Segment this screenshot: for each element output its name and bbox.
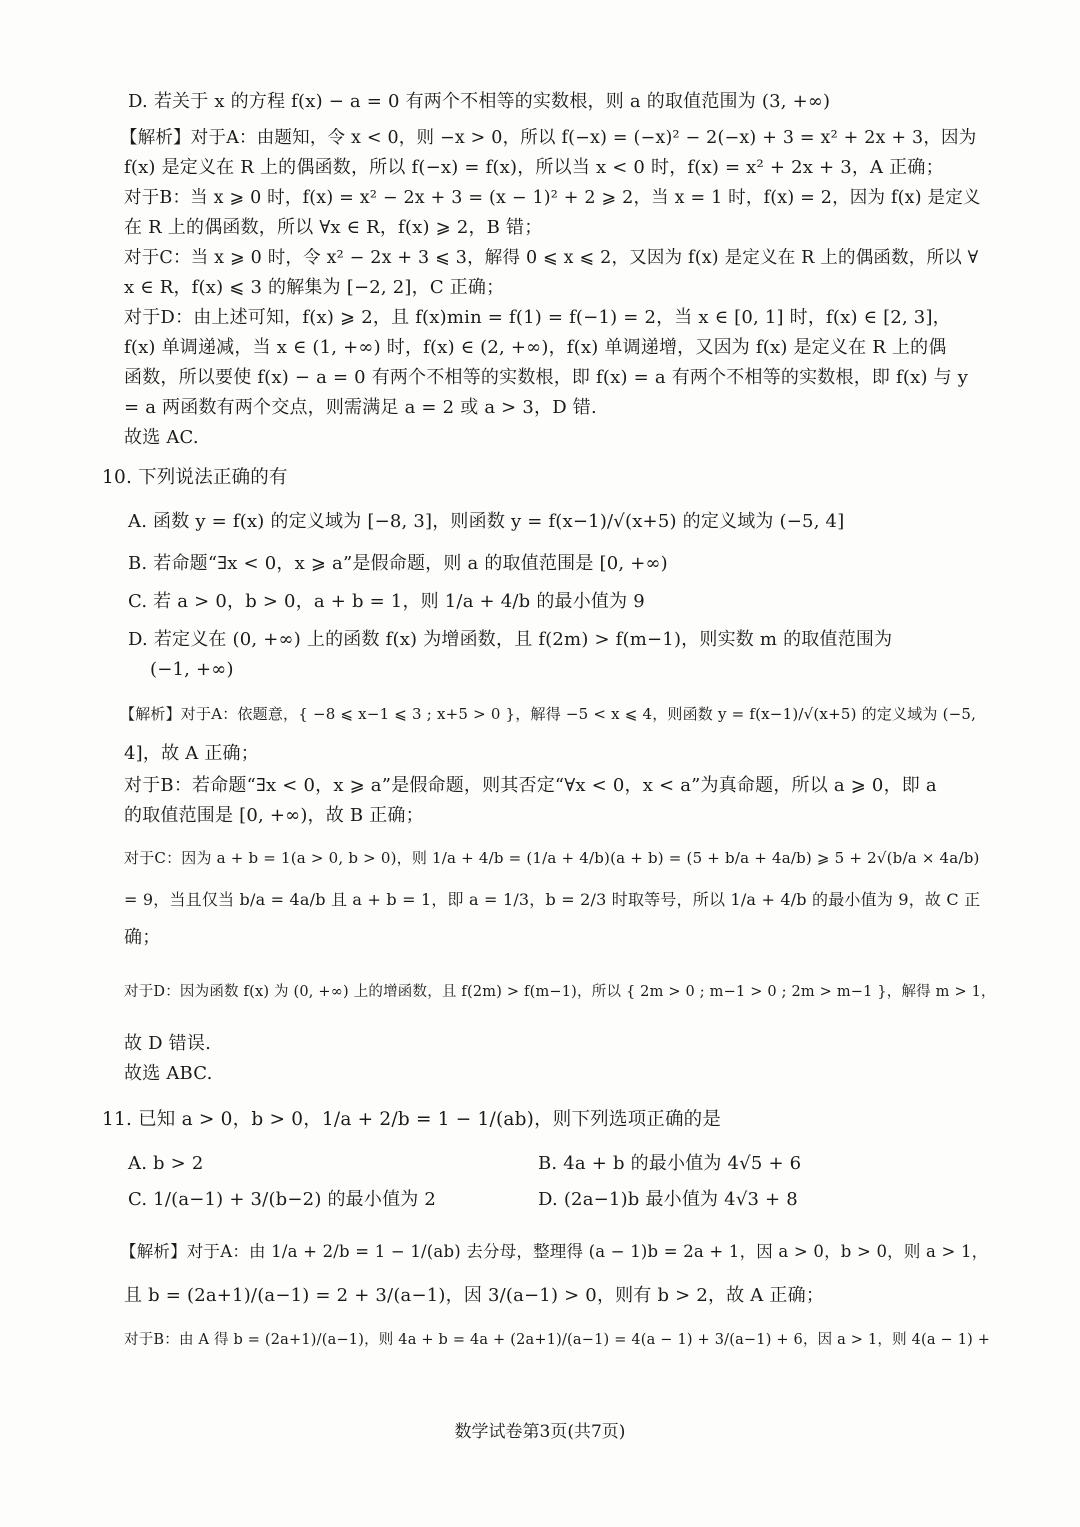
analysis-line: 对于D：因为函数 f(x) 为 (0, +∞) 上的增函数，且 f(2m) > f(m−1)，所以 { 2m > 0 ; m−1 > 0 ; 2m > m−1 }，解得 m > 1， bbox=[124, 984, 996, 1000]
option-d-q9: D. 若关于 x 的方程 f(x) − a = 0 有两个不相等的实数根，则 a 的取值范围为 (3, +∞) bbox=[128, 91, 831, 112]
analysis-line: f(x) 是定义在 R 上的偶函数，所以 f(−x) = f(x)，所以当 x < 0 时，f(x) = x² + 2x + 3，A 正确； bbox=[124, 157, 944, 178]
option-c: C. 1/(a−1) + 3/(b−2) 的最小值为 2 bbox=[128, 1189, 437, 1210]
analysis-line: 对于C：当 x ⩾ 0 时，令 x² − 2x + 3 ⩽ 3，解得 0 ⩽ x ⩽ 2，又因为 f(x) 是定义在 R 上的偶函数，所以 ∀ bbox=[124, 248, 979, 268]
analysis-line: 确； bbox=[124, 927, 161, 948]
option-b: B. 4a + b 的最小值为 4√5 + 6 bbox=[538, 1153, 802, 1174]
analysis-line: = 9，当且仅当 b/a = 4a/b 且 a + b = 1，即 a = 1/3，b = 2/3 时取等号，所以 1/a + 4/b 的最小值为 9，故 C 正 bbox=[124, 890, 981, 909]
option-d: D. 若定义在 (0, +∞) 上的函数 f(x) 为增函数，且 f(2m) > f(m−1)，则实数 m 的取值范围为 bbox=[128, 629, 893, 650]
page-footer: 数学试卷第3页(共7页) bbox=[454, 1422, 626, 1442]
analysis-line: f(x) 单调递减，当 x ∈ (1, +∞) 时，f(x) ∈ (2, +∞)，f(x) 单调递增，又因为 f(x) 是定义在 R 上的偶 bbox=[124, 337, 947, 358]
answer-line: 故选 ABC. bbox=[124, 1063, 213, 1084]
question-11-stem: 11. 已知 a > 0，b > 0，1/a + 2/b = 1 − 1/(ab)，则下列选项正确的是 bbox=[102, 1109, 722, 1130]
analysis-line: 【解析】对于A：由题知，令 x < 0，则 −x > 0，所以 f(−x) = (−x)² − 2(−x) + 3 = x² + 2x + 3，因为 bbox=[120, 128, 977, 148]
analysis-line: 【解析】对于A：依题意，{ −8 ⩽ x−1 ⩽ 3 ; x+5 > 0 }，解得 −5 < x ⩽ 4，则函数 y = f(x−1)/√(x+5) 的定义域为 (−5, bbox=[120, 705, 977, 723]
option-a: A. 函数 y = f(x) 的定义域为 [−8, 3]，则函数 y = f(x−1)/√(x+5) 的定义域为 (−5, 4] bbox=[128, 511, 845, 532]
analysis-line: 函数，所以要使 f(x) − a = 0 有两个不相等的实数根，即 f(x) = a 有两个不相等的实数根，即 f(x) 与 y bbox=[124, 367, 969, 388]
analysis-line: x ∈ R，f(x) ⩽ 3 的解集为 [−2, 2]，C 正确； bbox=[124, 277, 505, 298]
analysis-line: 【解析】对于A：由 1/a + 2/b = 1 − 1/(ab) 去分母，整理得 (a − 1)b = 2a + 1，因 a > 0，b > 0，则 a > 1， bbox=[120, 1242, 989, 1261]
option-d-cont: (−1, +∞) bbox=[150, 659, 234, 680]
analysis-line: 故 D 错误. bbox=[124, 1033, 211, 1054]
option-c: C. 若 a > 0，b > 0，a + b = 1，则 1/a + 4/b 的最小值为 9 bbox=[128, 591, 645, 612]
analysis-line: 对于B：由 A 得 b = (2a+1)/(a−1)，则 4a + b = 4a + (2a+1)/(a−1) = 4(a − 1) + 3/(a−1) + 6，因 a > 1，则 4(a − 1) + bbox=[124, 1332, 991, 1348]
analysis-line: 4]，故 A 正确； bbox=[124, 743, 259, 764]
option-b: B. 若命题“∃x < 0，x ⩾ a”是假命题，则 a 的取值范围是 [0, +∞) bbox=[128, 553, 668, 574]
answer-line: 故选 AC. bbox=[124, 427, 199, 448]
analysis-line: 对于C：因为 a + b = 1(a > 0, b > 0)，则 1/a + 4/b = (1/a + 4/b)(a + b) = (5 + b/a + 4a/b) ⩾ 5 + 2√(b/a × 4a/b) bbox=[124, 849, 980, 867]
analysis-line: = a 两函数有两个交点，则需满足 a = 2 或 a > 3，D 错. bbox=[124, 397, 597, 418]
analysis-line: 且 b = (2a+1)/(a−1) = 2 + 3/(a−1)，因 3/(a−1) > 0，则有 b > 2，故 A 正确； bbox=[124, 1285, 825, 1306]
analysis-line: 对于D：由上述可知，f(x) ⩾ 2，且 f(x)min = f(1) = f(−1) = 2，当 x ∈ [0, 1] 时，f(x) ∈ [2, 3]， bbox=[124, 307, 951, 328]
analysis-line: 的取值范围是 [0, +∞)，故 B 正确； bbox=[124, 805, 424, 826]
analysis-line: 对于B：若命题“∃x < 0，x ⩾ a”是假命题，则其否定“∀x < 0，x < a”为真命题，所以 a ⩾ 0，即 a bbox=[124, 775, 937, 796]
question-10-stem: 10. 下列说法正确的有 bbox=[102, 467, 288, 488]
option-a: A. b > 2 bbox=[128, 1153, 204, 1174]
option-d: D. (2a−1)b 最小值为 4√3 + 8 bbox=[538, 1189, 798, 1210]
analysis-line: 对于B：当 x ⩾ 0 时，f(x) = x² − 2x + 3 = (x − 1)² + 2 ⩾ 2，当 x = 1 时，f(x) = 2，因为 f(x) 是定义 bbox=[124, 188, 981, 208]
analysis-line: 在 R 上的偶函数，所以 ∀x ∈ R，f(x) ⩾ 2，B 错； bbox=[124, 217, 543, 238]
